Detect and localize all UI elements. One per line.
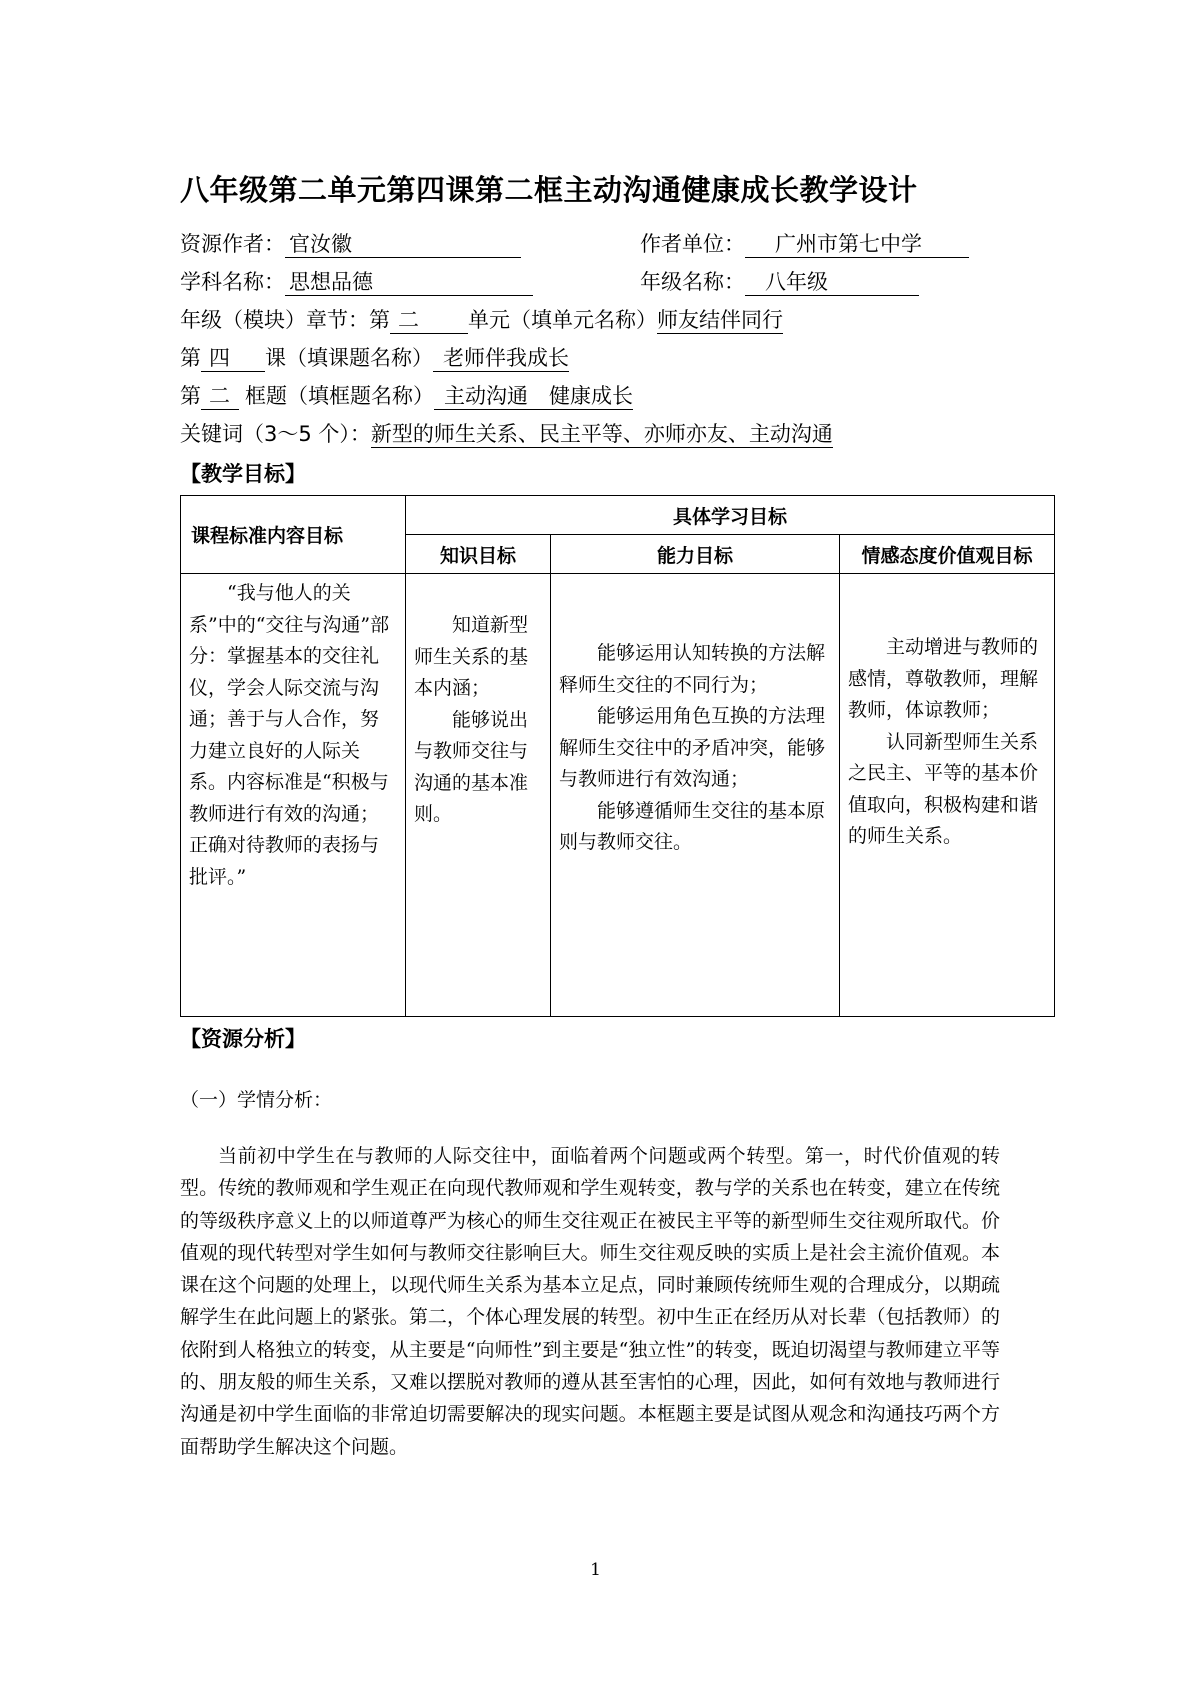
lesson-number: 四 [201, 345, 265, 372]
teaching-goals-heading: 【教学目标】 [180, 462, 306, 486]
chapter-line [180, 306, 783, 334]
standard-text: “我与他人的关系”中的“交往与沟通”部分：掌握基本的交往礼仪，学会人际交流与沟通；善于与人合作，努力建立良好的人际关系。内容标准是“积极与教师进行有效的沟通；正确对待教师的表扬与批评。” [189, 582, 390, 888]
grade-value: 八年级 [745, 269, 919, 296]
student-analysis-label: （一）学情分析： [180, 1089, 333, 1111]
emotion-item: 主动增进与教师的感情，尊敬教师，理解教师，体谅教师； [848, 636, 1039, 721]
chapter-name: 师友结伴同行 [657, 308, 783, 332]
keywords-label: 关键词（3～5 个）： [180, 422, 371, 446]
ability-item: 能够遵循师生交往的基本原则与教师交往。 [559, 799, 826, 853]
unit-line [640, 230, 969, 258]
subject-label: 学科名称： [180, 270, 285, 294]
ability-cell [551, 574, 840, 1017]
page-number: 1 [590, 1560, 601, 1580]
author-line [180, 230, 521, 258]
grade-line [640, 268, 919, 296]
frame-mid: 框题（填框题名称） [245, 384, 434, 408]
subject-line [180, 268, 533, 296]
document-title: 八年级第二单元第四课第二框主动沟通健康成长教学设计 [180, 173, 918, 207]
frame-name: 主动沟通 健康成长 [434, 383, 633, 410]
lesson-line [180, 344, 569, 372]
chapter-prefix: 年级（模块）章节：第 [180, 308, 390, 332]
knowledge-item: 知道新型师生关系的基本内涵； [414, 614, 529, 699]
col-header-knowledge: 知识目标 [406, 535, 551, 574]
teaching-goals-table [180, 495, 1055, 1017]
unit-value: 广州市第七中学 [745, 231, 969, 258]
chapter-mid: 单元（填单元名称） [468, 308, 657, 332]
chapter-number: 二 [390, 307, 468, 334]
lesson-prefix: 第 [180, 346, 201, 370]
ability-item: 能够运用角色互换的方法理解师生交往中的矛盾冲突，能够与教师进行有效沟通； [559, 705, 826, 790]
grade-label: 年级名称： [640, 270, 745, 294]
col-header-specific: 具体学习目标 [406, 496, 1055, 535]
knowledge-item: 能够说出与教师交往与沟通的基本准则。 [414, 708, 529, 825]
unit-label: 作者单位： [640, 232, 745, 256]
col-header-standard: 课程标准内容目标 [181, 496, 406, 574]
author-value: 官汝徽 [285, 231, 521, 258]
student-analysis-paragraph: 当前初中学生在与教师的人际交往中，面临着两个问题或两个转型。第一，时代价值观的转型。传统的教师观和学生观正在向现代教师观和学生观转变，教与学的关系也在转变，建立在传统的等级秩序意义上的以师道尊严为核心的师生交往观正在被民主平等的新型师生交往观所取代。价值观的现代转型对学生如何与教师交往影响巨大。师生交往观反映的实质上是社会主流价值观。本课在这个问题的处理上，以现代师生关系为基本立足点，同时兼顾传统师生观的合理成分，以期疏解学生在此问题上的紧张。第二，个体心理发展的转型。初中生正在经历从对长辈（包括教师）的依附到人格独立的转变，从主要是“向师性”到主要是“独立性”的转变，既迫切渴望与教师建立平等的、朋友般的师生关系，又难以摆脱对教师的遵从甚至害怕的心理，因此，如何有效地与教师进行沟通是初中学生面临的非常迫切需要解决的现实问题。本框题主要是试图从观念和沟通技巧两个方面帮助学生解决这个问题。 [180, 1145, 1000, 1458]
lesson-mid: 课（填课题名称） [265, 346, 433, 370]
emotion-item: 认同新型师生关系之民主、平等的基本价值取向，积极构建和谐的师生关系。 [848, 730, 1039, 847]
knowledge-cell [406, 574, 551, 1017]
ability-item: 能够运用认知转换的方法解释师生交往的不同行为； [559, 642, 826, 696]
frame-number: 二 [201, 383, 239, 410]
frame-prefix: 第 [180, 384, 201, 408]
subject-value: 思想品德 [285, 269, 533, 296]
keywords-line [180, 420, 833, 448]
emotion-cell [840, 574, 1055, 1017]
col-header-emotion: 情感态度价值观目标 [840, 535, 1055, 574]
author-label: 资源作者： [180, 232, 285, 256]
col-header-ability: 能力目标 [551, 535, 840, 574]
standard-cell [181, 574, 406, 1017]
lesson-name: 老师伴我成长 [433, 345, 569, 372]
frame-line [180, 382, 633, 410]
resource-analysis-heading: 【资源分析】 [180, 1027, 306, 1051]
keywords-value: 新型的师生关系、民主平等、亦师亦友、主动沟通 [370, 422, 833, 446]
